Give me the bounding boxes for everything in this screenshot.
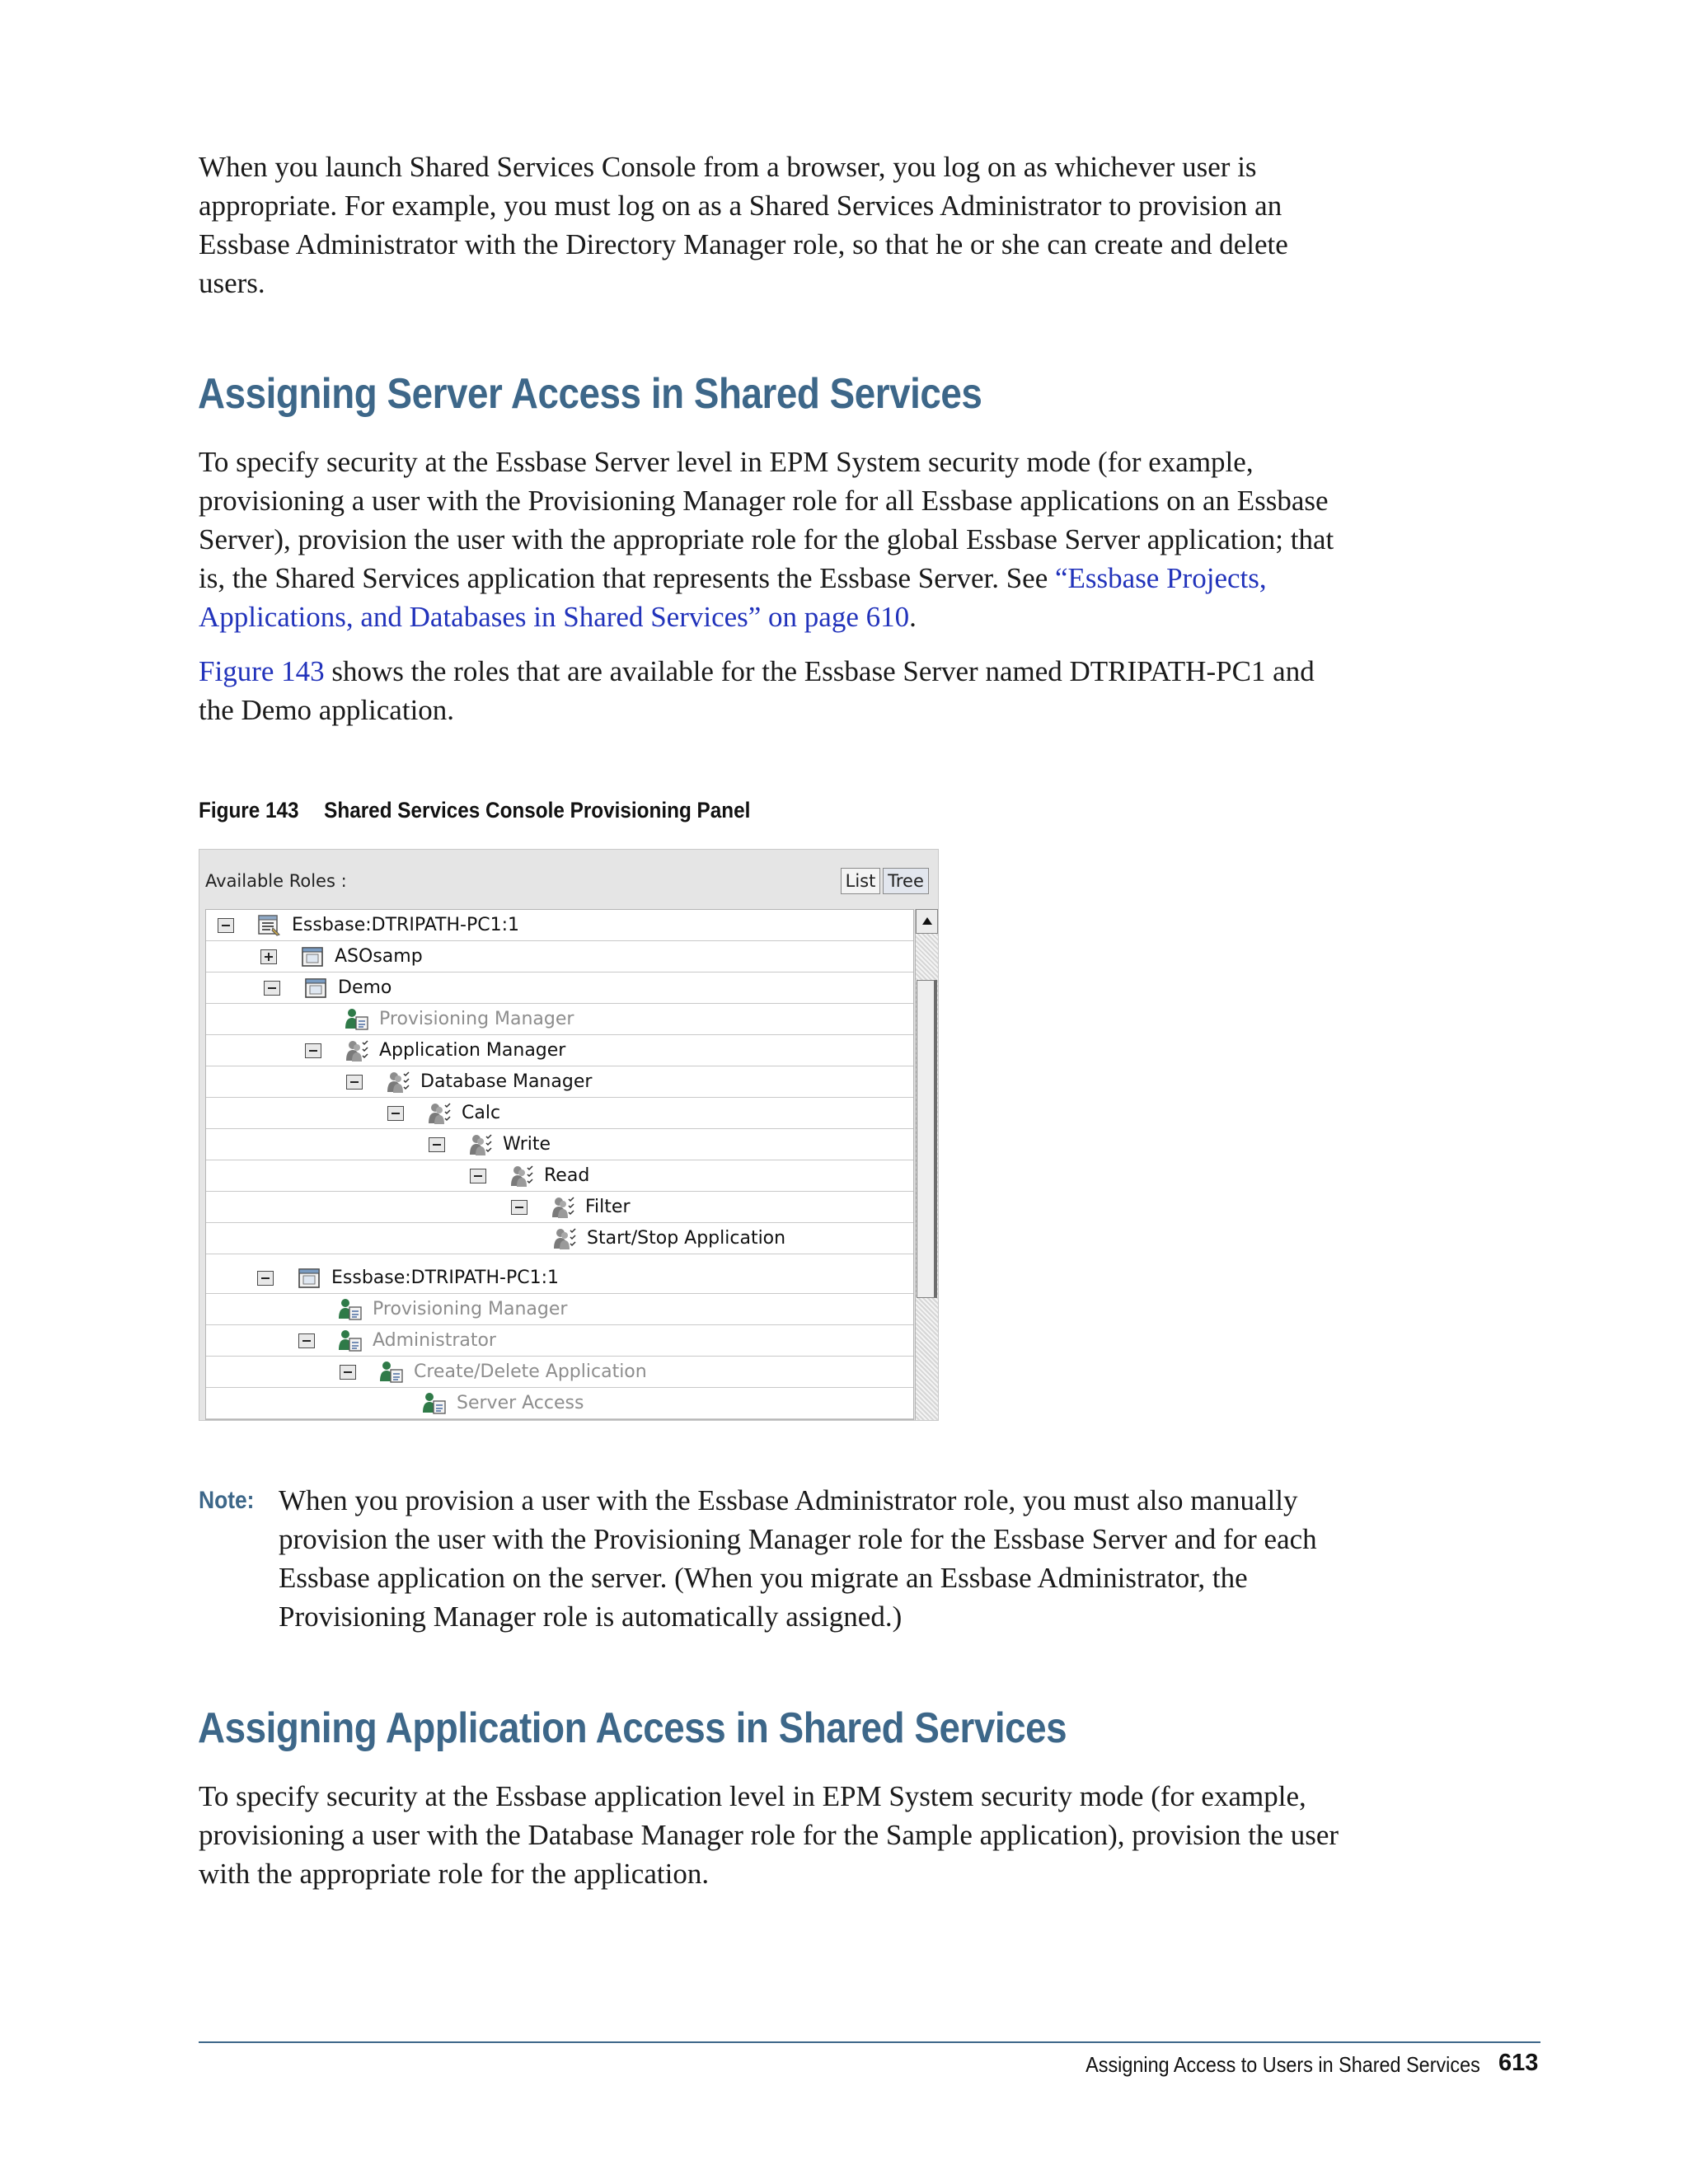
tree-row[interactable] xyxy=(206,1223,913,1254)
collapse-icon[interactable] xyxy=(218,918,234,933)
tree-row-label: Application Manager xyxy=(379,1040,566,1061)
tree-row-label: Essbase:DTRIPATH-PC1:1 xyxy=(331,1268,559,1288)
provisioning-role-icon xyxy=(345,1007,369,1032)
collapse-icon[interactable] xyxy=(429,1137,445,1152)
collapse-icon[interactable] xyxy=(298,1333,315,1348)
figure-link[interactable]: Figure 143 xyxy=(199,655,325,687)
user-role-icon xyxy=(427,1101,452,1126)
tree-row-label: Database Manager xyxy=(420,1071,593,1092)
server-access-text-end: . xyxy=(909,601,917,633)
user-role-icon xyxy=(552,1226,577,1251)
intro-paragraph: When you launch Shared Services Console from a browser, you log on as whichever user is appropriate. For example, you must log on as a Shared Services Administrator to provision an Essbase Administrator with the Directory Manager role, so that he or she can create and delete users. xyxy=(199,151,1288,299)
figure-number: Figure 143 xyxy=(199,798,299,823)
expand-icon[interactable] xyxy=(260,949,277,964)
section-heading-application-access: Assigning Application Access in Shared Services xyxy=(198,1704,1067,1752)
tree-row[interactable] xyxy=(206,1357,913,1388)
figure-caption xyxy=(199,798,750,823)
collapse-icon[interactable] xyxy=(257,1271,274,1286)
figure-title: Shared Services Console Provisioning Panel xyxy=(324,798,751,823)
collapse-icon[interactable] xyxy=(387,1106,404,1121)
tree-row-label: Provisioning Manager xyxy=(379,1009,574,1029)
list-view-button[interactable]: List xyxy=(841,868,880,894)
server-access-paragraph xyxy=(199,443,1344,636)
tree-row[interactable] xyxy=(206,1294,913,1325)
collapse-icon[interactable] xyxy=(346,1075,363,1090)
user-role-icon xyxy=(386,1070,410,1094)
tree-row-label: Create/Delete Application xyxy=(414,1361,647,1382)
tree-row[interactable] xyxy=(206,910,913,941)
tree-row[interactable] xyxy=(206,1160,913,1192)
tree-row-label: ASOsamp xyxy=(335,946,423,967)
tree-row[interactable] xyxy=(206,941,913,972)
section-heading-server-access: Assigning Server Access in Shared Services xyxy=(198,370,982,418)
roles-tree xyxy=(205,909,914,1420)
tree-row-label: Essbase:DTRIPATH-PC1:1 xyxy=(292,915,519,935)
scroll-thumb[interactable] xyxy=(917,980,937,1298)
tree-row-label: Demo xyxy=(338,977,392,998)
provisioning-role-icon xyxy=(338,1329,363,1353)
tree-row-label: Administrator xyxy=(373,1330,496,1351)
provisioning-role-icon xyxy=(422,1391,447,1416)
tree-row[interactable] xyxy=(206,1388,913,1419)
tree-row[interactable] xyxy=(206,1066,913,1098)
tree-row[interactable] xyxy=(206,1325,913,1357)
user-role-icon xyxy=(468,1132,493,1157)
collapse-icon[interactable] xyxy=(305,1043,321,1058)
note-label: Note: xyxy=(199,1487,255,1514)
application-icon xyxy=(303,976,328,1001)
page-number: 613 xyxy=(1498,2050,1539,2076)
provisioning-panel xyxy=(199,849,939,1421)
tree-row[interactable] xyxy=(206,1263,913,1294)
tree-scrollbar[interactable] xyxy=(915,909,938,1420)
tree-row-label: Calc xyxy=(462,1103,501,1123)
tree-row-label: Provisioning Manager xyxy=(373,1299,568,1319)
application-icon xyxy=(300,944,325,969)
application-access-paragraph: To specify security at the Essbase application level in EPM System security mode (for example, provisioning a user with the Database Manager role for the Sample application), provision the user with the appropriate role for the application. xyxy=(199,1780,1339,1890)
figure-reference-paragraph xyxy=(199,652,1344,729)
available-roles-label: Available Roles : xyxy=(205,871,347,891)
provisioning-role-icon xyxy=(338,1297,363,1322)
tree-row-label: Server Access xyxy=(457,1393,584,1413)
tree-row-label: Filter xyxy=(585,1197,631,1217)
server-icon xyxy=(257,913,282,938)
tree-row-label: Read xyxy=(544,1165,590,1186)
server-access-text: To specify security at the Essbase Server level in EPM System security mode (for example, provisioning a user with the Provisioning Manager role for all Essbase applications on an Essbase Server), provision the user with the appropriate role for the global Essbase Server application; that is, the Shared Services application that represents the Essbase Server. See xyxy=(199,446,1334,594)
collapse-icon[interactable] xyxy=(470,1169,486,1183)
tree-row[interactable] xyxy=(206,972,913,1004)
tree-row[interactable] xyxy=(206,1035,913,1066)
collapse-icon[interactable] xyxy=(340,1365,356,1380)
tree-row-label: Start/Stop Application xyxy=(587,1228,786,1249)
cross-reference-link[interactable]: “Essbase Projects, Applications, and Databases in Shared Services” on page 610 xyxy=(199,562,1267,633)
note-text: When you provision a user with the Essbase Administrator role, you must also manually provision the user with the Provisioning Manager role for the Essbase Server and for each Essbase application on the server. (When you migrate an Essbase Administrator, the Provisioning Manager role is automatically assigned.) xyxy=(279,1484,1317,1633)
user-role-icon xyxy=(551,1195,575,1220)
tree-row[interactable] xyxy=(206,1129,913,1160)
user-role-icon xyxy=(345,1038,369,1063)
user-role-icon xyxy=(509,1164,534,1188)
tree-row-label: Write xyxy=(503,1134,551,1155)
tree-row[interactable] xyxy=(206,1192,913,1223)
figure-reference-text: shows the roles that are available for the Essbase Server named DTRIPATH-PC1 and the Demo application. xyxy=(199,655,1315,726)
collapse-icon[interactable] xyxy=(264,981,280,996)
scroll-up-arrow-icon[interactable] xyxy=(916,909,938,934)
collapse-icon[interactable] xyxy=(511,1200,528,1215)
tree-row[interactable] xyxy=(206,1098,913,1129)
tree-view-button[interactable]: Tree xyxy=(883,868,929,894)
tree-row[interactable] xyxy=(206,1004,913,1035)
footer-title: Assigning Access to Users in Shared Services xyxy=(1085,2052,1480,2077)
footer-rule xyxy=(199,2041,1540,2043)
provisioning-role-icon xyxy=(379,1360,404,1385)
application-icon xyxy=(297,1266,321,1291)
